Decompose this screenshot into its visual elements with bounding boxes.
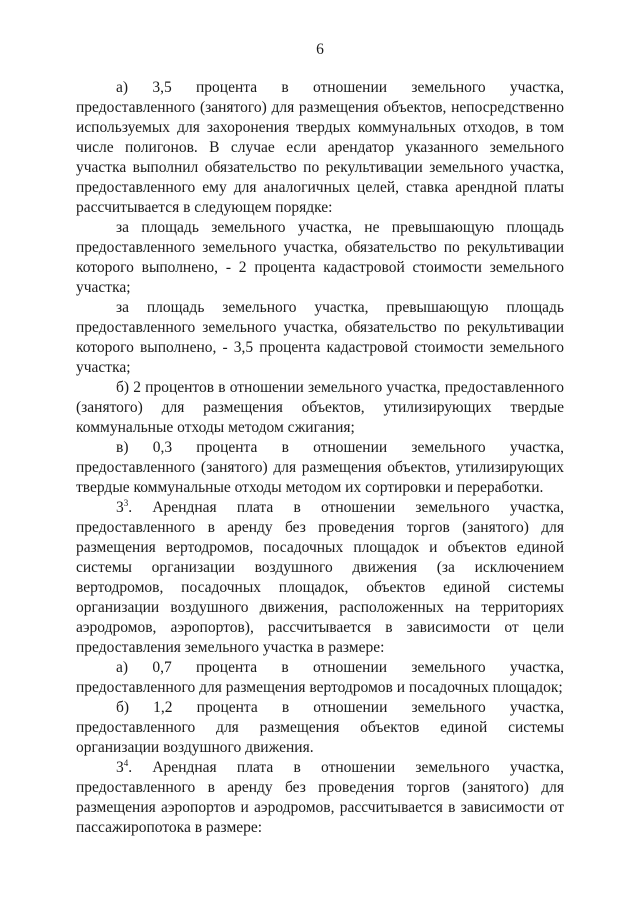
paragraph-b-incineration: б) 2 процентов в отношении земельного участка, предоставленного (занятого) для размещения объектов, утилизирующих твердые коммунальные отходы методом сжигания; <box>76 379 564 436</box>
paragraph-b-air-traffic: б) 1,2 процента в отношении земельного участка, предоставленного для размещения объектов единой системы организации воздушного движения. <box>76 699 564 756</box>
page-number: 6 <box>316 41 324 58</box>
clause-superscript: 4 <box>123 758 129 768</box>
clause-superscript: 3 <box>123 498 129 508</box>
paragraph-v-sorting: в) 0,3 процента в отношении земельного участка, предоставленного (занятого) для размещения объектов, утилизирующих твердые коммунальные отходы методом их сортировки и переработки. <box>76 439 564 496</box>
clause-number: 3 <box>116 759 124 776</box>
paragraph-area-within: за площадь земельного участка, не превышающую площадь предоставленного земельного участка, обязательство по рекультивации которого выполнено, - 2 процента кадастровой стоимости земельного участка; <box>76 219 564 296</box>
paragraph-a-heliports: а) 0,7 процента в отношении земельного участка, предоставленного для размещения вертодромов и посадочных площадок; <box>76 659 564 696</box>
clause-number: 3 <box>116 499 124 516</box>
paragraph-area-exceeding: за площадь земельного участка, превышающую площадь предоставленного земельного участка, обязательство по рекультивации которого выполнено, - 3,5 процента кадастровой стоимости земельного участка; <box>76 299 564 376</box>
paragraph-3-4-airports: $3^4$. Арендная плата в отношении земельного участка, предоставленного в аренду без проведения торгов (занятого) для размещения аэропортов и аэродромов, рассчитывается в зависимости от пассажиропотока в размере: <box>76 758 564 836</box>
document-body <box>76 78 564 838</box>
paragraph-3-3-heliports: $3^3$. Арендная плата в отношении земельного участка, предоставленного в аренду без проведения торгов (занятого) для размещения вертодромов, посадочных площадок и объектов единой системы организации воздушного движения (за исключением вертодромов, посадочных площадок, объектов единой системы организации воздушного движения, расположенных на территориях аэродромов, аэропортов), рассчитывается в зависимости от цели предоставления земельного участка в размере: <box>76 498 564 656</box>
paragraph-a-landfill: а) 3,5 процента в отношении земельного участка, предоставленного (занятого) для размещения объектов, непосредственно используемых для захоронения твердых коммунальных отходов, в том числе полигонов. В случае если арендатор указанного земельного участка выполнил обязательство по рекультивации земельного участка, предоставленного ему для аналогичных целей, ставка арендной платы рассчитывается в следующем порядке: <box>76 79 564 216</box>
